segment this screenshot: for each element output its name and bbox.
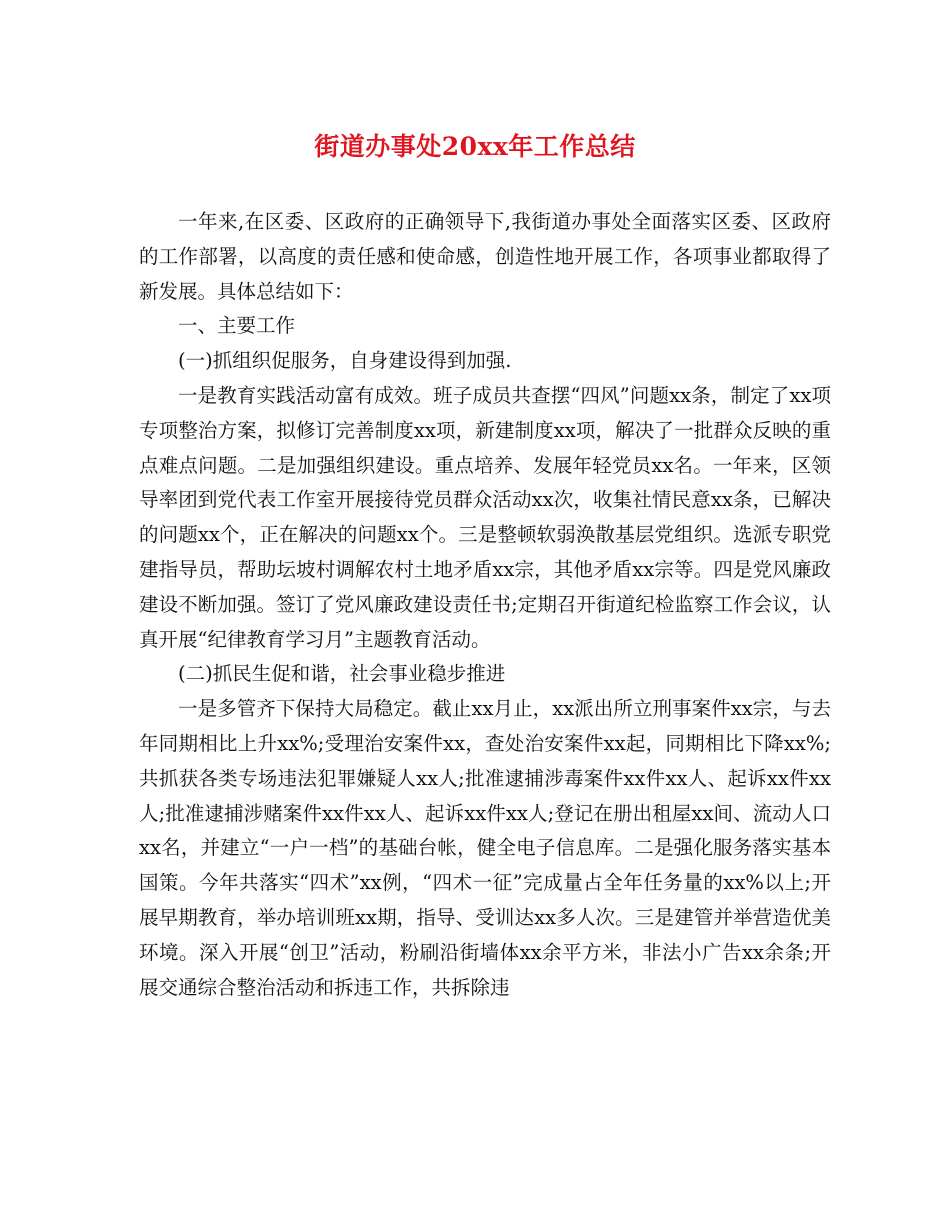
body-paragraph-2: 一是多管齐下保持大局稳定。截止xx月止，xx派出所立刑事案件xx宗，与去年同期相比上升xx%;受理治安案件xx，查处治安案件xx起，同期相比下降xx%;共抓获各类专场违法犯罪嫌疑人xx人;批准逮捕涉毒案件xx件xx人、起诉xx件xx人;批准逮捕涉赌案件xx件xx人、起诉xx件xx人;登记在册出租屋xx间、流动人口xx名，并建立“一户一档”的基础台帐，健全电子信息库。二是强化服务落实基本国策。今年共落实“四术”xx例，“四术一征”完成量占全年任务量的xx%以上;开展早期教育，举办培训班xx期，指导、受训达xx多人次。三是建管并举营造优美环境。深入开展“创卫”活动，粉刷沿街墙体xx余平方米，非法小广告xx余条;开展交通综合整治活动和拆违工作，共拆除违 <box>139 697 831 999</box>
document-title: 街道办事处20xx年工作总结 <box>314 132 636 161</box>
document-body <box>139 205 831 1005</box>
body-paragraph-1: 一是教育实践活动富有成效。班子成员共查摆“四风”问题xx条，制定了xx项专项整治方案，拟修订完善制度xx项，新建制度xx项，解决了一批群众反映的重点难点问题。二是加强组织建设。重点培养、发展年轻党员xx名。一年来，区领导率团到党代表工作室开展接待党员群众活动xx次，收集社情民意xx条，已解决的问题xx个，正在解决的问题xx个。三是整顿软弱涣散基层党组织。选派专职党建指导员，帮助坛坡村调解农村土地矛盾xx宗，其他矛盾xx宗等。四是党风廉政建设不断加强。签订了党风廉政建设责任书;定期召开街道纪检监察工作会议，认真开展“纪律教育学习月”主题教育活动。 <box>139 383 831 651</box>
section-heading-main-work: 一、主要工作 <box>178 314 296 338</box>
subsection-heading-1: (一)抓组织促服务，自身建设得到加强. <box>178 349 512 373</box>
intro-paragraph: 一年来,在区委、区政府的正确领导下,我街道办事处全面落实区委、区政府的工作部署，以高度的责任感和使命感，创造性地开展工作，各项事业都取得了新发展。具体总结如下： <box>139 210 831 303</box>
subsection-heading-2: (二)抓民生促和谐，社会事业稳步推进 <box>178 662 506 686</box>
